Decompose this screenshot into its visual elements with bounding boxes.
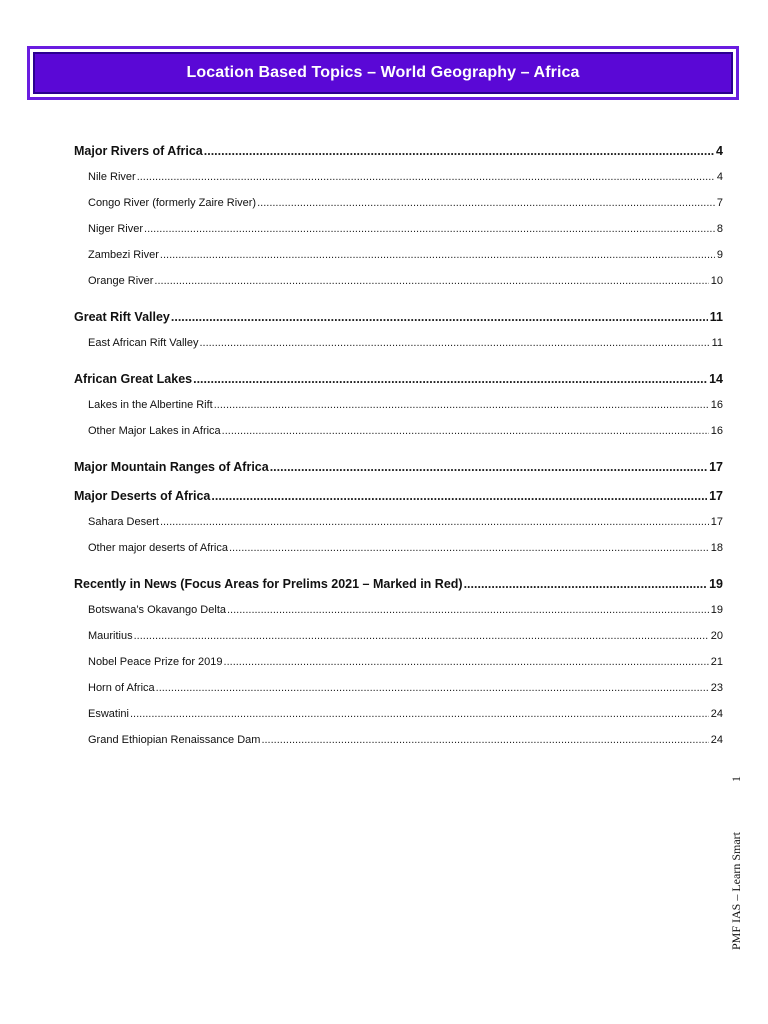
toc-entry-label: Lakes in the Albertine Rift <box>88 399 213 411</box>
toc-leader-dots <box>130 701 709 727</box>
table-of-contents <box>74 138 723 753</box>
toc-entry-label: Major Rivers of Africa <box>74 144 203 158</box>
toc-entry-label: Orange River <box>88 275 154 287</box>
toc-entry-eswatini[interactable] <box>74 701 723 727</box>
document-title: Location Based Topics – World Geography – Africa <box>186 64 580 81</box>
toc-entry-label: East African Rift Valley <box>88 337 199 349</box>
toc-leader-dots <box>222 418 709 444</box>
toc-page-number: 18 <box>710 542 723 554</box>
toc-leader-dots <box>464 571 708 597</box>
toc-leader-dots <box>156 675 709 701</box>
toc-leader-dots <box>257 190 715 216</box>
toc-entry-horn-of-africa[interactable] <box>74 675 723 701</box>
toc-page-number: 11 <box>711 337 723 349</box>
toc-page-number: 21 <box>710 656 723 668</box>
footer-page-number: 1 <box>728 776 743 782</box>
toc-entry-other-major-deserts[interactable] <box>74 535 723 561</box>
toc-entry-label: Nobel Peace Prize for 2019 <box>88 656 223 668</box>
toc-leader-dots <box>227 597 709 623</box>
toc-entry-mauritius[interactable] <box>74 623 723 649</box>
toc-leader-dots <box>204 138 714 164</box>
toc-entry-label: Botswana’s Okavango Delta <box>88 604 226 616</box>
toc-leader-dots <box>193 366 707 392</box>
toc-leader-dots <box>261 727 708 753</box>
toc-entry-okavango-delta[interactable] <box>74 597 723 623</box>
toc-leader-dots <box>214 392 709 418</box>
toc-entry-label: Zambezi River <box>88 249 159 261</box>
toc-entry-other-major-lakes[interactable] <box>74 418 723 444</box>
toc-entry-label: Other major deserts of Africa <box>88 542 228 554</box>
toc-page-number: 8 <box>716 223 723 235</box>
toc-page-number: 17 <box>709 460 723 474</box>
toc-page-number: 11 <box>709 310 723 324</box>
toc-leader-dots <box>144 216 715 242</box>
toc-entry-label: Nile River <box>88 171 136 183</box>
toc-leader-dots <box>211 483 707 509</box>
toc-entry-label: Niger River <box>88 223 144 235</box>
toc-entry-niger-river[interactable] <box>74 216 723 242</box>
toc-entry-label: Recently in News (Focus Areas for Prelims 2021 – Marked in Red) <box>74 577 463 591</box>
toc-entry-nobel-peace-prize[interactable] <box>74 649 723 675</box>
toc-leader-dots <box>270 454 707 480</box>
toc-entry-orange-river[interactable] <box>74 268 723 294</box>
toc-page-number: 17 <box>709 489 723 503</box>
toc-page-number: 17 <box>710 516 723 528</box>
toc-entry-sahara-desert[interactable] <box>74 509 723 535</box>
toc-page-number: 9 <box>716 249 723 261</box>
toc-page-number: 20 <box>710 630 723 642</box>
toc-entry-major-rivers[interactable] <box>74 138 723 164</box>
toc-entry-label: Great Rift Valley <box>74 310 170 324</box>
footer-text-group <box>729 776 744 950</box>
toc-entry-label: Major Mountain Ranges of Africa <box>74 460 269 474</box>
toc-entry-label: Major Deserts of Africa <box>74 489 211 503</box>
toc-entry-grand-ethiopian-dam[interactable] <box>74 727 723 753</box>
toc-leader-dots <box>134 623 709 649</box>
toc-entry-label: Sahara Desert <box>88 516 159 528</box>
toc-page-number: 24 <box>710 734 723 746</box>
toc-leader-dots <box>229 535 709 561</box>
toc-entry-label: Other Major Lakes in Africa <box>88 425 221 437</box>
toc-entry-major-deserts[interactable] <box>74 483 723 509</box>
toc-page-number: 19 <box>709 577 723 591</box>
toc-entry-label: Congo River (formerly Zaire River) <box>88 197 257 209</box>
toc-entry-nile-river[interactable] <box>74 164 723 190</box>
toc-entry-african-great-lakes[interactable] <box>74 366 723 392</box>
toc-page-number: 7 <box>716 197 723 209</box>
toc-leader-dots <box>160 509 709 535</box>
toc-entry-label: Grand Ethiopian Renaissance Dam <box>88 734 261 746</box>
toc-entry-zambezi-river[interactable] <box>74 242 723 268</box>
toc-page-number: 10 <box>710 275 723 287</box>
title-banner-inner <box>33 52 733 94</box>
toc-entry-great-rift-valley[interactable] <box>74 304 723 330</box>
toc-page-number: 16 <box>710 425 723 437</box>
title-banner <box>27 46 739 100</box>
toc-leader-dots <box>154 268 708 294</box>
toc-leader-dots <box>160 242 715 268</box>
toc-page-number: 16 <box>710 399 723 411</box>
toc-page-number: 4 <box>716 171 723 183</box>
toc-page-number: 23 <box>710 682 723 694</box>
toc-leader-dots <box>171 304 708 330</box>
toc-entry-major-mountain-ranges[interactable] <box>74 454 723 480</box>
toc-page-number: 24 <box>710 708 723 720</box>
toc-entry-east-african-rift-valley[interactable] <box>74 330 723 356</box>
page-footer <box>726 776 746 976</box>
toc-entry-recently-in-news[interactable] <box>74 571 723 597</box>
footer-publisher: PMF IAS – Learn Smart <box>728 832 743 950</box>
toc-page-number: 19 <box>710 604 723 616</box>
toc-entry-lakes-albertine-rift[interactable] <box>74 392 723 418</box>
toc-entry-label: Horn of Africa <box>88 682 155 694</box>
toc-entry-label: African Great Lakes <box>74 372 193 386</box>
toc-leader-dots <box>199 330 709 356</box>
toc-page-number: 4 <box>716 144 723 158</box>
toc-leader-dots <box>137 164 715 190</box>
toc-entry-label: Mauritius <box>88 630 133 642</box>
toc-leader-dots <box>224 649 709 675</box>
toc-entry-label: Eswatini <box>88 708 129 720</box>
toc-page-number: 14 <box>709 372 723 386</box>
toc-entry-congo-river[interactable] <box>74 190 723 216</box>
